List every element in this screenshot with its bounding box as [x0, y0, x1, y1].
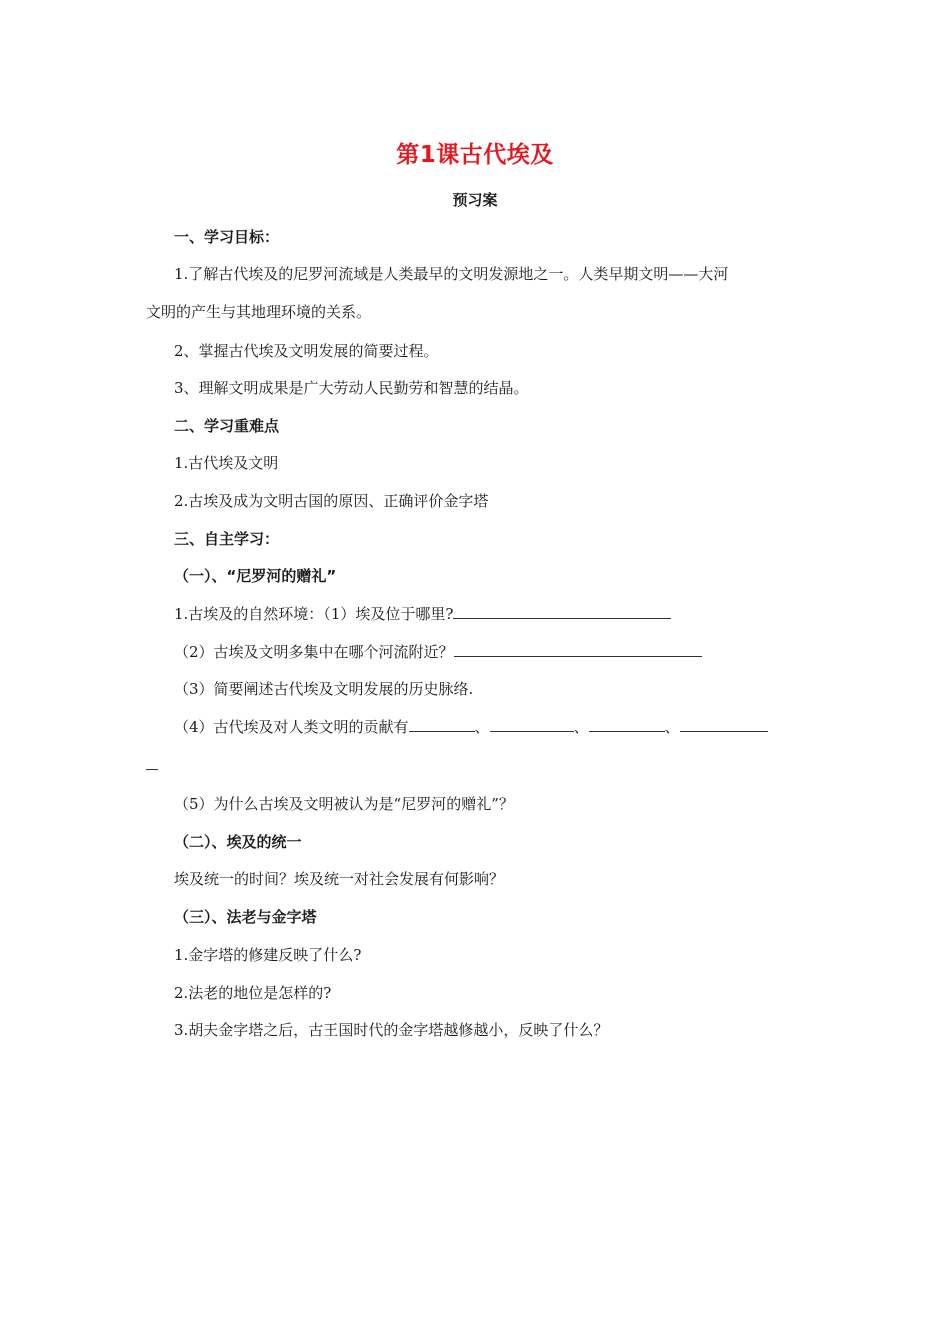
question-1-5: （5）为什么古埃及文明被认为是“尼罗河的赠礼”？ — [174, 795, 514, 813]
answer-blank[interactable] — [680, 717, 768, 732]
question-1-3: （3）简要阐述古代埃及文明发展的历史脉络. — [174, 680, 474, 698]
key-point-2: 2.古埃及成为文明古国的原因、正确评价金字塔 — [174, 492, 489, 510]
section-subtitle: 预习案 — [452, 191, 498, 209]
answer-blank[interactable] — [589, 717, 665, 732]
question-3-2: 2.法老的地位是怎样的? — [174, 984, 332, 1002]
question-1-4 — [174, 717, 768, 737]
question-1-1-text: 1.古埃及的自然环境：（1）埃及位于哪里? — [174, 605, 454, 623]
answer-blank[interactable] — [490, 717, 574, 732]
goal-2: 2、掌握古代埃及文明发展的简要过程。 — [174, 342, 439, 360]
question-1-4-continuation — [146, 755, 158, 775]
answer-blank[interactable] — [409, 717, 475, 732]
answer-blank[interactable] — [454, 642, 702, 657]
subheading-pharaoh-pyramid: （三）、法老与金字塔 — [174, 908, 317, 926]
lesson-title: 第1课古代埃及 — [396, 142, 554, 168]
heading-learning-goals: 一、学习目标： — [174, 228, 280, 246]
separator: 、 — [573, 718, 589, 736]
separator: 、 — [664, 718, 680, 736]
question-1-4-text: （4）古代埃及对人类文明的贡献有 — [174, 718, 409, 736]
answer-blank[interactable] — [453, 604, 671, 619]
heading-self-study: 三、自主学习： — [174, 530, 280, 548]
goal-1-line-2: 文明的产生与其地理环境的关系。 — [146, 303, 372, 321]
answer-blank[interactable] — [146, 755, 158, 770]
separator: 、 — [474, 718, 490, 736]
question-3-1: 1.金字塔的修建反映了什么? — [174, 946, 362, 964]
heading-key-points: 二、学习重难点 — [174, 417, 280, 435]
subheading-unification: （二）、埃及的统一 — [174, 833, 302, 851]
goal-3: 3、理解文明成果是广大劳动人民勤劳和智慧的结晶。 — [174, 379, 529, 397]
question-3-3: 3.胡夫金字塔之后，古王国时代的金字塔越修越小，反映了什么？ — [174, 1021, 609, 1039]
question-1-1 — [174, 604, 671, 624]
goal-1-line-1: 1.了解古代埃及的尼罗河流域是人类最早的文明发源地之一。人类早期文明——大河 — [174, 265, 729, 283]
question-1-2 — [174, 642, 702, 662]
subheading-nile-gift: （一）、“尼罗河的赠礼” — [174, 567, 337, 585]
question-2-1: 埃及统一的时间？埃及统一对社会发展有何影响？ — [174, 870, 505, 888]
key-point-1: 1.古代埃及文明 — [174, 454, 279, 472]
question-1-2-text: （2）古埃及文明多集中在哪个河流附近？ — [174, 643, 454, 661]
